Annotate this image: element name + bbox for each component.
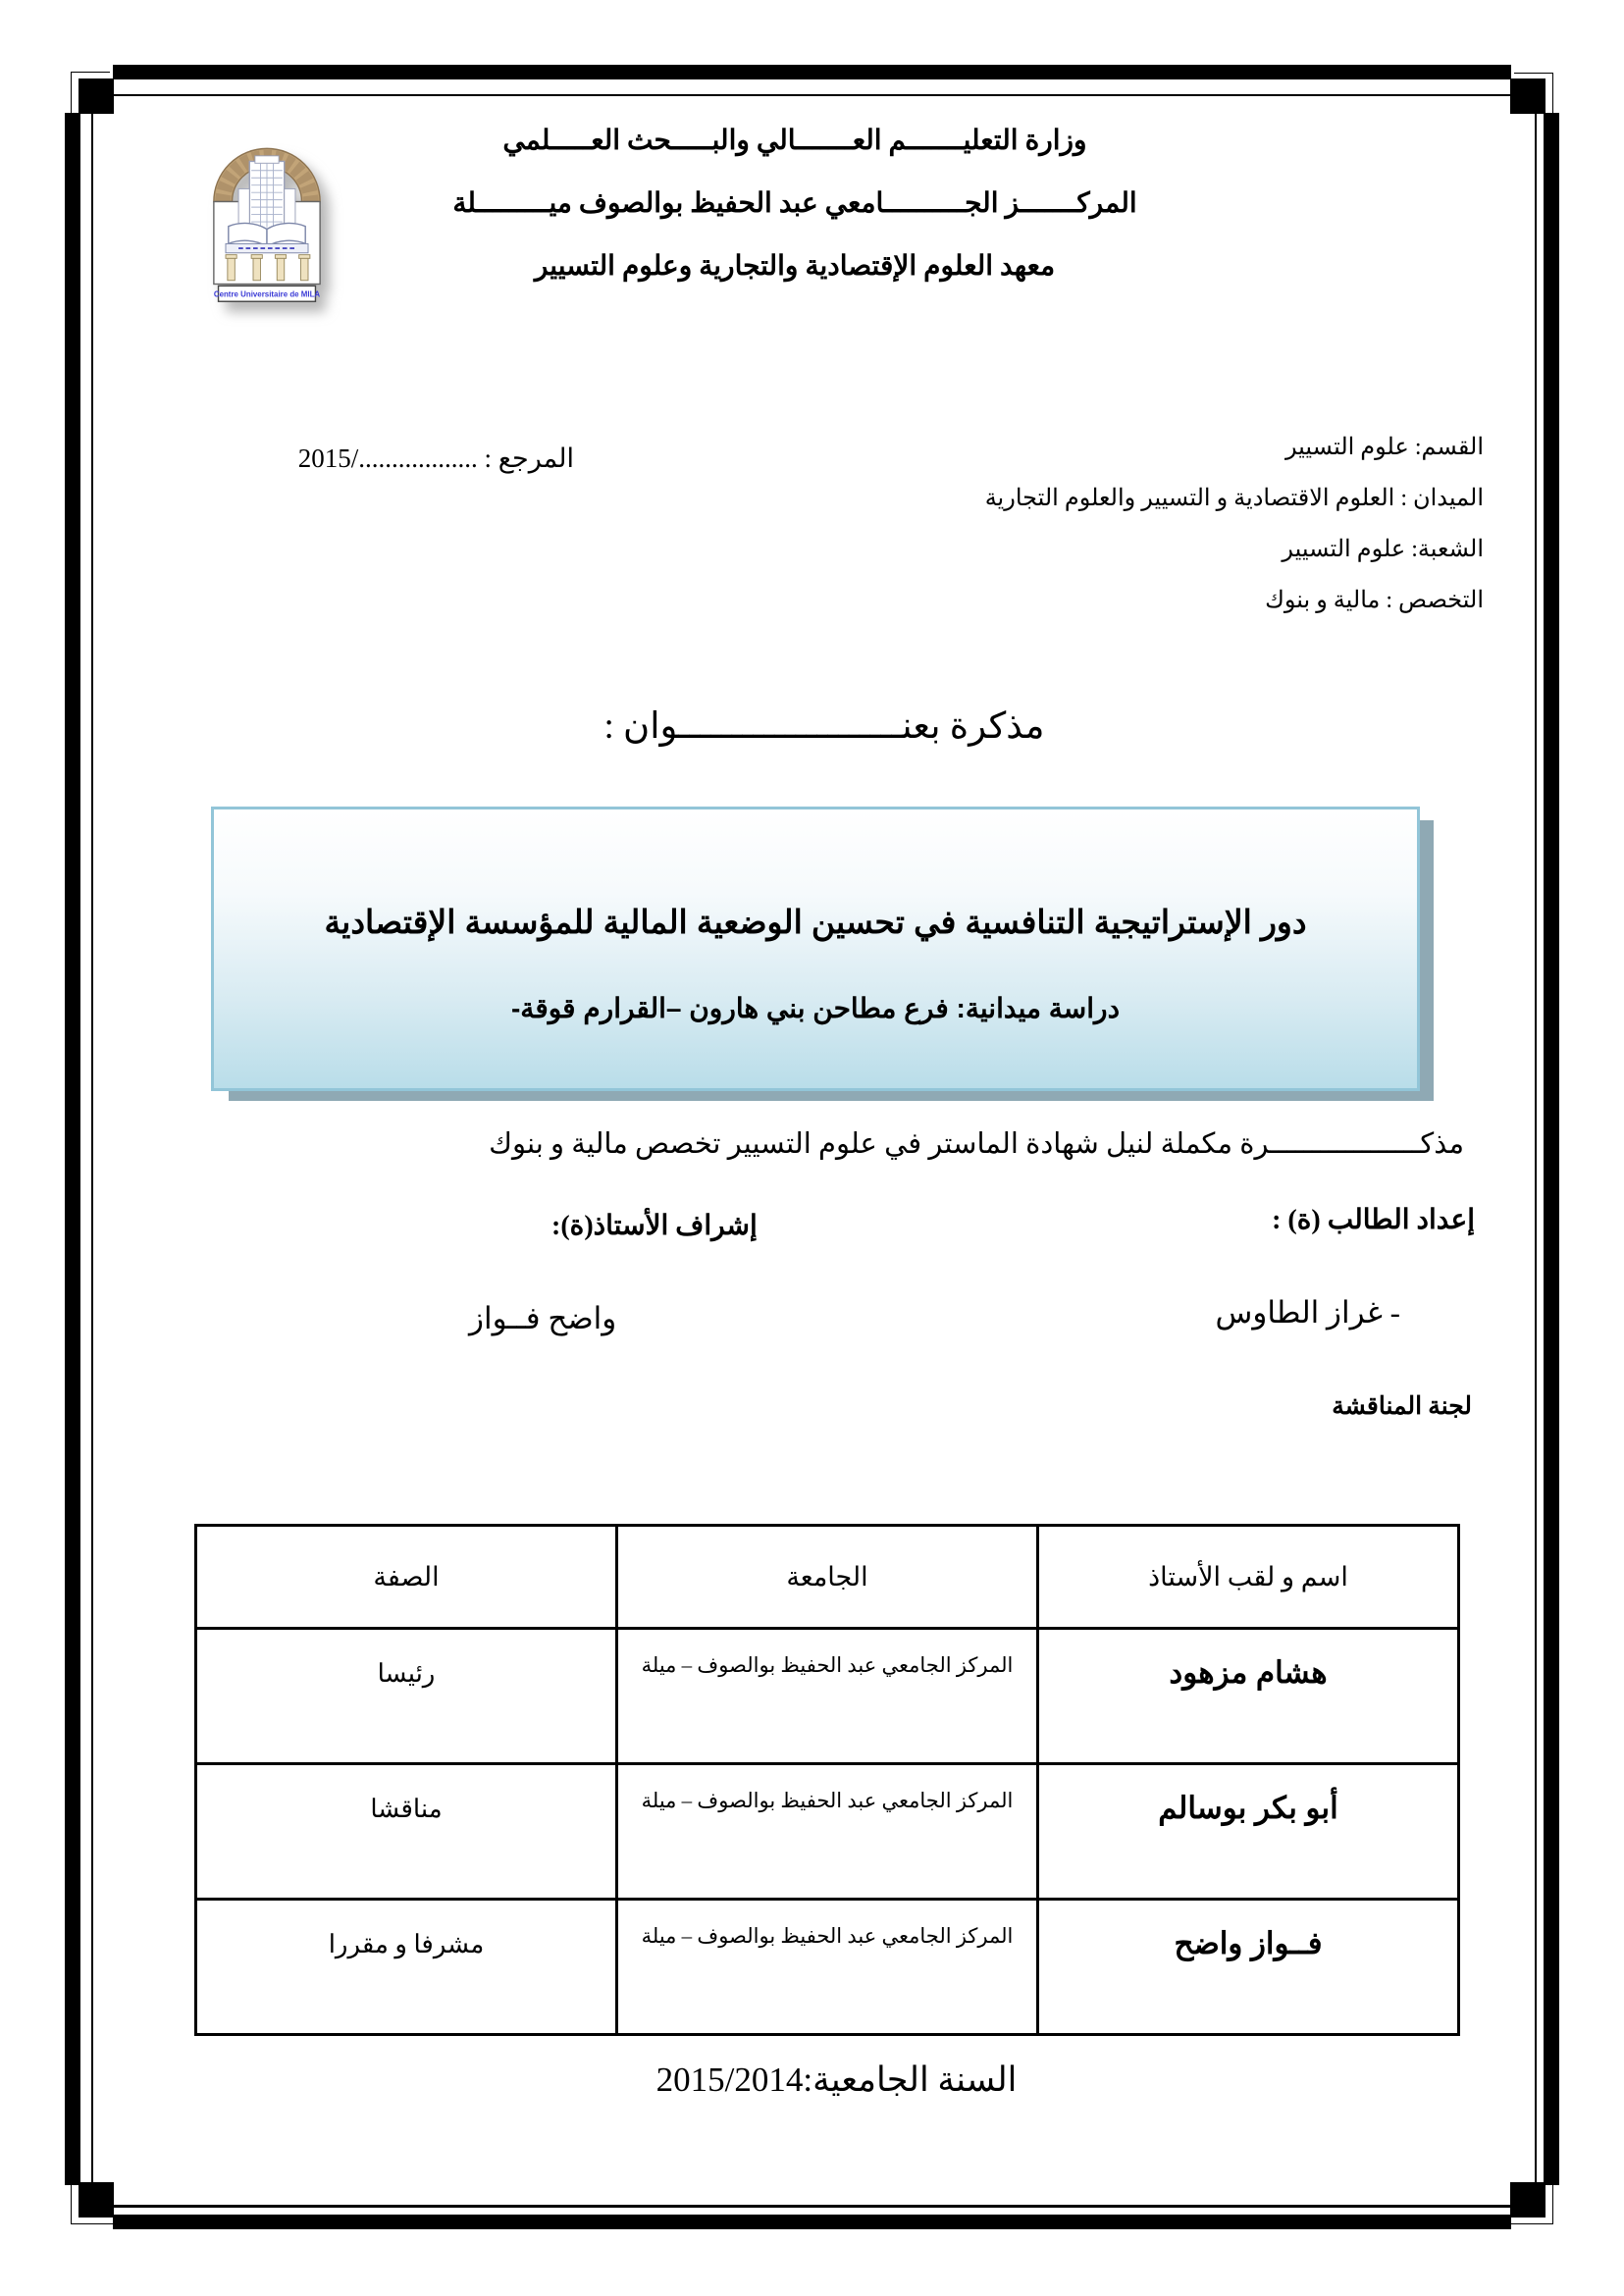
frame-right-thin-line [1535,113,1537,2185]
frame-corner-bottom-left [79,2182,114,2218]
university-line: المركـــــــز الجــــــــــامعي عبد الحفيظ بوالصوف ميـــــــــلة [452,188,1137,219]
frame-corner-top-left [79,78,114,114]
frame-bottom-thin-line [113,2205,1511,2208]
frame-left-thick-bar [65,113,80,2185]
thesis-title-box [211,807,1420,1091]
logo-caption-text: Centre Universitaire de MILA [213,289,321,299]
frame-accent [71,72,110,73]
frame-accent [1552,73,1553,114]
branch-line: الشعبة: علوم التسيير [1282,537,1484,562]
academic-year: السنة الجامعية:2015/2014 [655,2061,1018,2099]
supervisor-label: إشراف الأستاذ(ة): [551,1211,758,1241]
university-logo-graphic [198,137,336,307]
frame-top-thick-bar [113,65,1511,79]
thesis-title: دور الإستراتيجية التنافسية في تحسين الوضعية المالية للمؤسسة الإقتصادية [324,904,1307,940]
professor-university: المركز الجامعي عبد الحفيظ بوالصوف – ميلة [617,1764,1038,1900]
student-name: - غراز الطاوس [1215,1295,1400,1330]
frame-bottom-thick-bar [113,2215,1511,2229]
header-professor-name: اسم و لقب الأستاذ [1038,1526,1459,1629]
professor-role: مشرفا و مقررا [196,1900,617,2035]
specialty-line: التخصص : مالية و بنوك [1265,588,1484,613]
header-university: الجامعة [617,1526,1038,1629]
professor-name: هشام مزهود [1038,1629,1459,1764]
frame-accent [71,2184,72,2224]
department-line: القسم: علوم التسيير [1284,435,1484,460]
professor-name: أبو بكر بوسالم [1038,1764,1459,1900]
frame-corner-bottom-right [1510,2182,1545,2218]
department-info [875,422,1484,626]
reference-number: المرجع : ................../2015 [297,444,574,473]
memo-description: مذكــــــــــــــــــرة مكملة لنيل شهادة الماستر في علوم التسيير تخصص مالية و بنوك [489,1128,1464,1160]
university-logo [198,137,336,312]
field-line: الميدان : العلوم الاقتصادية و التسيير والعلوم التجارية [984,486,1484,511]
memo-heading: مذكرة بعنـــــــــــــــــــــوان : [603,706,1045,747]
frame-accent [1514,73,1553,74]
table-header-row [196,1526,1459,1629]
professor-university: المركز الجامعي عبد الحفيظ بوالصوف – ميلة [617,1629,1038,1764]
professor-role: مناقشا [196,1764,617,1900]
frame-accent [71,2223,114,2224]
frame-corner-top-right [1510,78,1545,114]
frame-accent [71,72,72,113]
committee-label: لجنة المناقشة [1332,1393,1472,1420]
table-row [196,1764,1459,1900]
frame-accent [1511,2223,1553,2224]
ministry-line: وزارة التعليـــــــم العـــــــالي والبـــــحث العـــــلمي [502,126,1087,156]
committee-table [194,1524,1460,2036]
ministry-header [334,110,1256,298]
thesis-subtitle: دراسة ميدانية: فرع مطاحن بني هارون –القرارم قوقة- [510,993,1121,1023]
table-row [196,1629,1459,1764]
table-row [196,1900,1459,2035]
frame-left-thin-line [91,113,93,2185]
professor-university: المركز الجامعي عبد الحفيظ بوالصوف – ميلة [617,1900,1038,2035]
frame-top-thin-line [113,94,1511,96]
institute-line: معهد العلوم الإقتصادية والتجارية وعلوم التسيير [534,251,1056,282]
supervisor-name: واضح فــواز [469,1301,617,1335]
professor-name: فــواز واضح [1038,1900,1459,2035]
frame-accent [1552,2184,1553,2224]
logo-caption-box [214,286,321,301]
frame-right-thick-bar [1544,113,1559,2185]
header-role: الصفة [196,1526,617,1629]
professor-role: رئيسا [196,1629,617,1764]
student-label: إعداد الطالب (ة) : [1272,1205,1475,1235]
